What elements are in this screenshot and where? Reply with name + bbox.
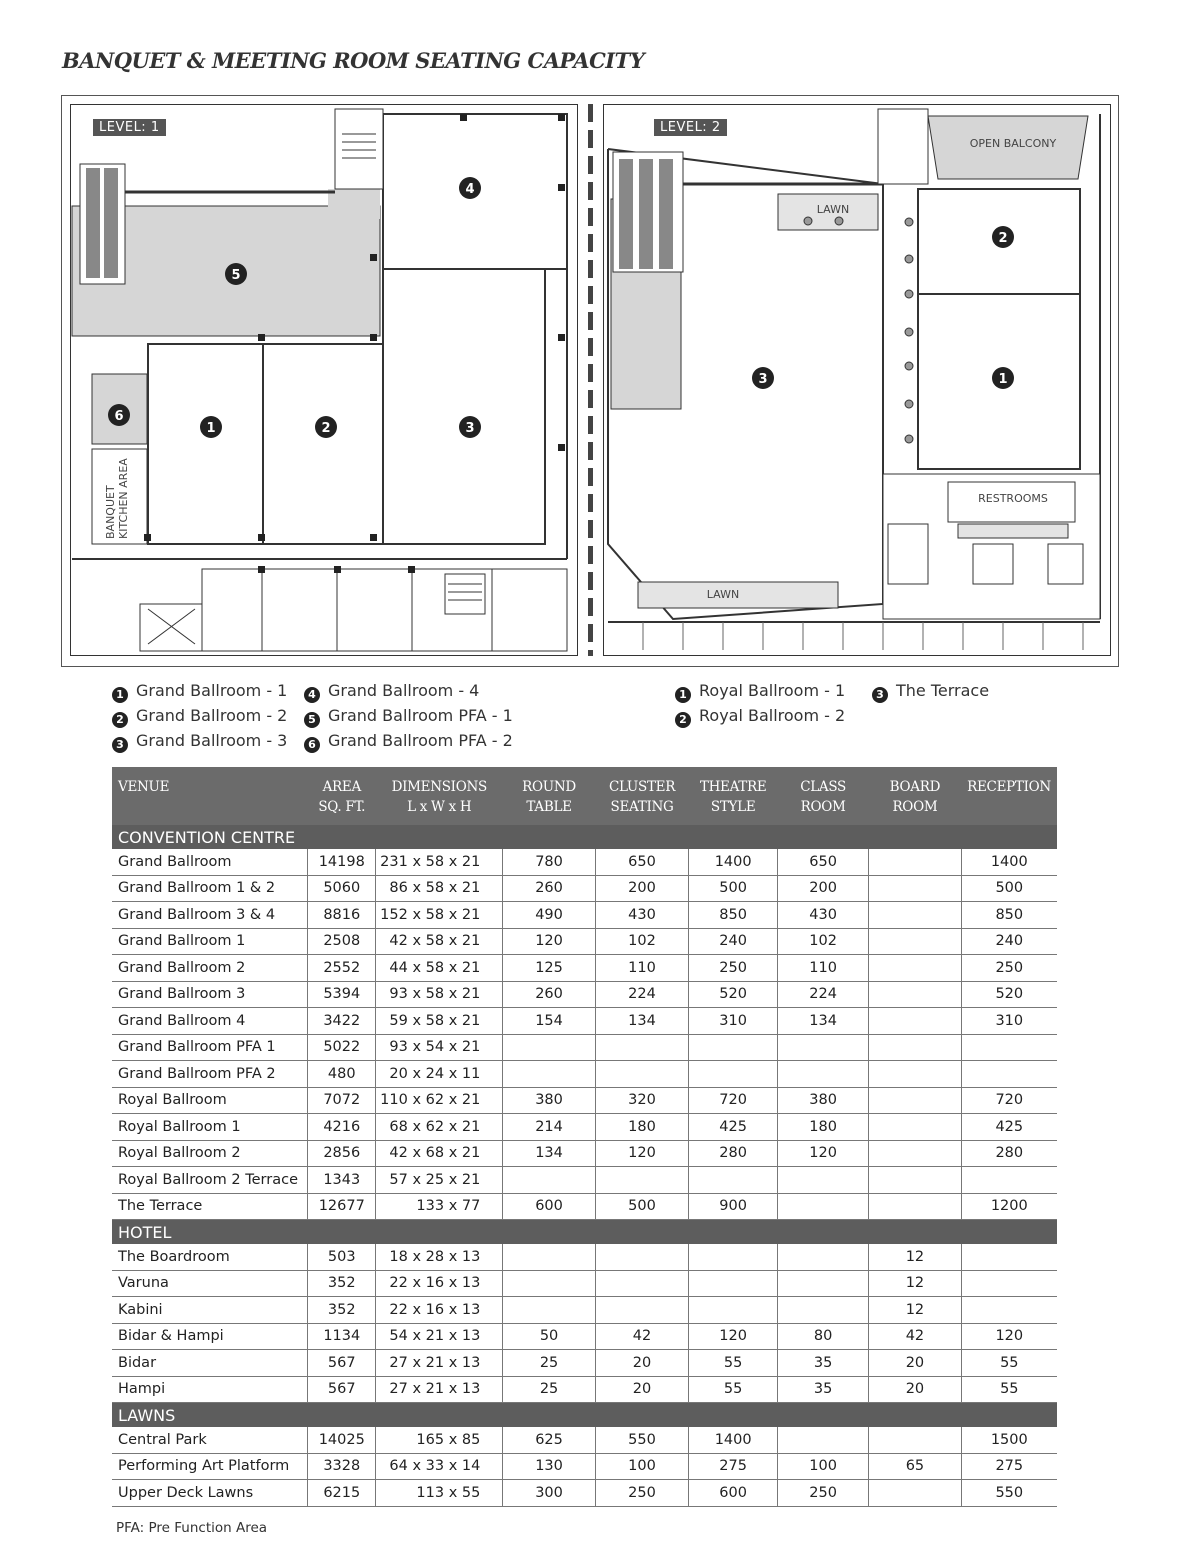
legend-level-1-col-1 — [112, 678, 287, 753]
marker-4 — [459, 177, 481, 199]
table-cell: 110 x 62 x 21 — [376, 1087, 503, 1114]
table-cell — [689, 1034, 778, 1061]
table-cell: 14025 — [308, 1427, 376, 1453]
table-cell: 231 x 58 x 21 — [376, 849, 503, 875]
table-cell: 1400 — [961, 849, 1057, 875]
table-cell — [595, 1244, 689, 1270]
table-cell: 720 — [961, 1087, 1057, 1114]
table-cell: 250 — [689, 955, 778, 982]
table-cell: 625 — [503, 1427, 595, 1453]
table-cell: 425 — [689, 1114, 778, 1141]
marker-1 — [200, 416, 222, 438]
table-cell: 503 — [308, 1244, 376, 1270]
table-cell: 5060 — [308, 875, 376, 902]
marker-3 — [459, 416, 481, 438]
svg-text:3: 3 — [758, 372, 768, 387]
table-cell: 1500 — [961, 1427, 1057, 1453]
table-cell — [869, 902, 961, 929]
table-cell: 430 — [595, 902, 689, 929]
page-title: BANQUET & MEETING ROOM SEATING CAPACITY — [62, 48, 645, 73]
table-cell: 300 — [503, 1480, 595, 1507]
table-row — [112, 1323, 1057, 1350]
venue-cell: The Boardroom — [112, 1244, 308, 1270]
table-cell: 480 — [308, 1061, 376, 1088]
table-cell: 65 — [869, 1453, 961, 1480]
table-row — [112, 928, 1057, 955]
table-row — [112, 1061, 1057, 1088]
table-cell — [595, 1297, 689, 1324]
table-cell: 1400 — [689, 849, 778, 875]
table-header-row — [112, 767, 1057, 825]
table-cell: 55 — [961, 1376, 1057, 1403]
table-cell: 520 — [961, 981, 1057, 1008]
table-cell — [961, 1244, 1057, 1270]
kitchen-label-line-1: BANQUET — [104, 485, 117, 539]
table-row — [112, 955, 1057, 982]
table-cell: 2856 — [308, 1140, 376, 1167]
table-cell: 2552 — [308, 955, 376, 982]
table-cell — [777, 1061, 868, 1088]
table-cell — [869, 1427, 961, 1453]
table-cell — [961, 1297, 1057, 1324]
table-cell — [595, 1061, 689, 1088]
section-title: CONVENTION CENTRE — [112, 825, 1057, 849]
venue-cell: Royal Ballroom 1 — [112, 1114, 308, 1141]
table-cell — [777, 1297, 868, 1324]
table-cell: 550 — [595, 1427, 689, 1453]
marker-l2-2 — [992, 226, 1014, 248]
table-cell — [595, 1167, 689, 1194]
table-cell: 93 x 58 x 21 — [376, 981, 503, 1008]
level-divider — [588, 104, 593, 656]
section-header-row — [112, 825, 1057, 849]
table-cell: 20 — [869, 1376, 961, 1403]
table-cell — [503, 1034, 595, 1061]
table-cell: 42 x 58 x 21 — [376, 928, 503, 955]
table-row — [112, 1008, 1057, 1035]
table-cell: 25 — [503, 1376, 595, 1403]
table-row — [112, 902, 1057, 929]
table-cell: 180 — [777, 1114, 868, 1141]
header-cluster-seating: CLUSTER SEATING — [595, 767, 689, 825]
table-cell: 1343 — [308, 1167, 376, 1194]
table-cell: 5394 — [308, 981, 376, 1008]
table-cell: 250 — [595, 1480, 689, 1507]
table-row — [112, 1167, 1057, 1194]
table-cell: 35 — [777, 1376, 868, 1403]
table-cell: 54 x 21 x 13 — [376, 1323, 503, 1350]
table-cell: 200 — [777, 875, 868, 902]
table-cell: 44 x 58 x 21 — [376, 955, 503, 982]
table-cell: 1134 — [308, 1323, 376, 1350]
table-cell — [503, 1270, 595, 1297]
table-body — [112, 825, 1057, 1506]
level-1-floor-plan — [70, 104, 578, 656]
kitchen-label-line-2: KITCHEN AREA — [117, 458, 130, 539]
table-row — [112, 849, 1057, 875]
table-cell: 12 — [869, 1297, 961, 1324]
table-cell: 500 — [961, 875, 1057, 902]
legend-item: 3 Grand Ballroom - 3 — [112, 728, 287, 753]
table-cell: 50 — [503, 1323, 595, 1350]
table-cell: 650 — [595, 849, 689, 875]
venue-cell: Hampi — [112, 1376, 308, 1403]
table-cell: 352 — [308, 1297, 376, 1324]
table-cell: 500 — [595, 1193, 689, 1220]
table-cell — [777, 1193, 868, 1220]
table-cell: 260 — [503, 981, 595, 1008]
table-cell: 320 — [595, 1087, 689, 1114]
open-balcony-label: OPEN BALCONY — [969, 137, 1057, 150]
table-cell: 425 — [961, 1114, 1057, 1141]
table-cell: 280 — [961, 1140, 1057, 1167]
table-cell — [595, 1270, 689, 1297]
table-cell: 110 — [777, 955, 868, 982]
table-cell: 520 — [689, 981, 778, 1008]
table-cell — [503, 1297, 595, 1324]
legend-level-2-col-2 — [872, 678, 989, 703]
table-cell: 120 — [777, 1140, 868, 1167]
table-cell: 18 x 28 x 13 — [376, 1244, 503, 1270]
header-dimensions: DIMENSIONS L x W x H — [376, 767, 503, 825]
table-cell — [869, 875, 961, 902]
table-cell — [777, 1167, 868, 1194]
table-cell: 250 — [777, 1480, 868, 1507]
venue-cell: Grand Ballroom 2 — [112, 955, 308, 982]
table-cell: 490 — [503, 902, 595, 929]
section-title: LAWNS — [112, 1403, 1057, 1428]
table-cell — [777, 1034, 868, 1061]
table-cell: 720 — [689, 1087, 778, 1114]
legend-item: 2 Grand Ballroom - 2 — [112, 703, 287, 728]
restrooms-label: RESTROOMS — [978, 492, 1048, 505]
svg-text:1: 1 — [206, 421, 216, 436]
table-cell: 42 x 68 x 21 — [376, 1140, 503, 1167]
table-cell: 6215 — [308, 1480, 376, 1507]
table-row — [112, 1350, 1057, 1377]
table-cell: 430 — [777, 902, 868, 929]
legend-item: 2 Royal Ballroom - 2 — [675, 703, 845, 728]
svg-text:6: 6 — [114, 409, 124, 424]
lawn-top-label: LAWN — [816, 203, 850, 216]
table-row — [112, 1034, 1057, 1061]
table-cell: 200 — [595, 875, 689, 902]
table-cell — [961, 1034, 1057, 1061]
table-cell: 1400 — [689, 1427, 778, 1453]
table-row — [112, 1244, 1057, 1270]
table-cell: 250 — [961, 955, 1057, 982]
table-cell: 59 x 58 x 21 — [376, 1008, 503, 1035]
table-cell: 110 — [595, 955, 689, 982]
header-class-room: CLASS ROOM — [777, 767, 868, 825]
table-cell: 4216 — [308, 1114, 376, 1141]
table-cell: 850 — [689, 902, 778, 929]
table-row — [112, 1297, 1057, 1324]
table-cell: 600 — [689, 1480, 778, 1507]
legend-item: 1 Royal Ballroom - 1 — [675, 678, 845, 703]
venue-cell: Performing Art Platform — [112, 1453, 308, 1480]
table-cell — [689, 1270, 778, 1297]
table-cell: 12677 — [308, 1193, 376, 1220]
legend-item: 6 Grand Ballroom PFA - 2 — [304, 728, 513, 753]
venue-cell: Royal Ballroom — [112, 1087, 308, 1114]
table-cell: 12 — [869, 1270, 961, 1297]
section-header-row — [112, 1403, 1057, 1428]
table-cell: 20 — [595, 1376, 689, 1403]
header-theatre-style: THEATRE STYLE — [689, 767, 778, 825]
legend-level-1-col-2 — [304, 678, 513, 753]
table-cell: 68 x 62 x 21 — [376, 1114, 503, 1141]
table-cell: 22 x 16 x 13 — [376, 1297, 503, 1324]
table-cell: 125 — [503, 955, 595, 982]
table-cell: 240 — [961, 928, 1057, 955]
table-cell: 8816 — [308, 902, 376, 929]
table-cell: 42 — [595, 1323, 689, 1350]
table-cell: 55 — [689, 1350, 778, 1377]
table-cell — [777, 1427, 868, 1453]
venue-cell: Grand Ballroom 3 & 4 — [112, 902, 308, 929]
table-row — [112, 875, 1057, 902]
marker-6 — [108, 404, 130, 426]
table-cell: 130 — [503, 1453, 595, 1480]
table-cell — [869, 955, 961, 982]
table-cell: 275 — [961, 1453, 1057, 1480]
table-row — [112, 1480, 1057, 1507]
table-row — [112, 1193, 1057, 1220]
legend-item: 3 The Terrace — [872, 678, 989, 703]
table-cell: 600 — [503, 1193, 595, 1220]
table-row — [112, 1140, 1057, 1167]
lawn-bottom-label: LAWN — [706, 588, 740, 601]
table-cell — [869, 849, 961, 875]
table-cell — [595, 1034, 689, 1061]
venue-cell: Grand Ballroom 1 — [112, 928, 308, 955]
section-header-row — [112, 1220, 1057, 1245]
venue-cell: Royal Ballroom 2 — [112, 1140, 308, 1167]
venue-cell: Grand Ballroom 1 & 2 — [112, 875, 308, 902]
table-cell: 2508 — [308, 928, 376, 955]
table-cell: 100 — [595, 1453, 689, 1480]
table-row — [112, 1087, 1057, 1114]
table-cell — [503, 1061, 595, 1088]
venue-cell: Grand Ballroom PFA 1 — [112, 1034, 308, 1061]
table-row — [112, 1427, 1057, 1453]
table-cell: 850 — [961, 902, 1057, 929]
table-cell: 57 x 25 x 21 — [376, 1167, 503, 1194]
legend-item: 1 Grand Ballroom - 1 — [112, 678, 287, 703]
table-cell: 1200 — [961, 1193, 1057, 1220]
table-cell — [961, 1270, 1057, 1297]
table-cell — [869, 1061, 961, 1088]
legend-item: 4 Grand Ballroom - 4 — [304, 678, 513, 703]
venue-cell: Kabini — [112, 1297, 308, 1324]
table-cell: 567 — [308, 1376, 376, 1403]
table-cell — [689, 1297, 778, 1324]
table-cell: 80 — [777, 1323, 868, 1350]
venue-cell: Grand Ballroom 3 — [112, 981, 308, 1008]
venue-cell: Upper Deck Lawns — [112, 1480, 308, 1507]
table-cell: 240 — [689, 928, 778, 955]
table-cell: 650 — [777, 849, 868, 875]
table-cell — [689, 1244, 778, 1270]
table-cell: 133 x 77 — [376, 1193, 503, 1220]
table-cell: 120 — [961, 1323, 1057, 1350]
table-cell: 35 — [777, 1350, 868, 1377]
table-cell: 102 — [595, 928, 689, 955]
table-cell: 224 — [595, 981, 689, 1008]
table-cell: 120 — [595, 1140, 689, 1167]
table-cell — [869, 1008, 961, 1035]
venue-cell: The Terrace — [112, 1193, 308, 1220]
header-area: AREA SQ. FT. — [308, 767, 376, 825]
table-cell: 180 — [595, 1114, 689, 1141]
table-cell: 102 — [777, 928, 868, 955]
table-row — [112, 1114, 1057, 1141]
table-cell: 22 x 16 x 13 — [376, 1270, 503, 1297]
header-venue: VENUE — [112, 767, 308, 825]
table-cell — [777, 1244, 868, 1270]
table-cell — [689, 1061, 778, 1088]
marker-2 — [315, 416, 337, 438]
venue-cell: Bidar — [112, 1350, 308, 1377]
marker-5 — [225, 263, 247, 285]
table-cell: 310 — [689, 1008, 778, 1035]
table-cell: 550 — [961, 1480, 1057, 1507]
table-cell: 14198 — [308, 849, 376, 875]
marker-l2-3 — [752, 367, 774, 389]
table-cell: 120 — [503, 928, 595, 955]
table-cell: 214 — [503, 1114, 595, 1141]
table-cell: 7072 — [308, 1087, 376, 1114]
table-cell: 134 — [595, 1008, 689, 1035]
table-cell: 780 — [503, 849, 595, 875]
table-cell — [869, 1140, 961, 1167]
svg-text:2: 2 — [321, 421, 331, 436]
table-cell — [869, 981, 961, 1008]
legend-item: 5 Grand Ballroom PFA - 1 — [304, 703, 513, 728]
section-title: HOTEL — [112, 1220, 1057, 1245]
seating-capacity-table — [112, 767, 1057, 1507]
venue-cell: Central Park — [112, 1427, 308, 1453]
table-cell: 260 — [503, 875, 595, 902]
table-row — [112, 1376, 1057, 1403]
table-cell: 5022 — [308, 1034, 376, 1061]
table-cell: 27 x 21 x 13 — [376, 1376, 503, 1403]
table-cell: 20 — [869, 1350, 961, 1377]
table-cell: 3422 — [308, 1008, 376, 1035]
svg-text:4: 4 — [465, 182, 475, 197]
floor-plans-frame — [61, 95, 1119, 667]
table-cell: 224 — [777, 981, 868, 1008]
table-cell: 20 — [595, 1350, 689, 1377]
table-cell: 25 — [503, 1350, 595, 1377]
table-cell: 900 — [689, 1193, 778, 1220]
marker-l2-1 — [992, 367, 1014, 389]
level-2-floor-plan — [603, 104, 1111, 656]
table-cell — [869, 1193, 961, 1220]
table-cell: 55 — [689, 1376, 778, 1403]
venue-cell: Grand Ballroom 4 — [112, 1008, 308, 1035]
table-cell — [869, 1034, 961, 1061]
table-cell — [869, 1167, 961, 1194]
table-cell — [503, 1244, 595, 1270]
table-cell: 275 — [689, 1453, 778, 1480]
table-cell: 280 — [689, 1140, 778, 1167]
table-cell — [961, 1167, 1057, 1194]
table-cell: 100 — [777, 1453, 868, 1480]
table-cell: 165 x 85 — [376, 1427, 503, 1453]
table-cell: 93 x 54 x 21 — [376, 1034, 503, 1061]
svg-text:1: 1 — [998, 372, 1008, 387]
table-cell: 86 x 58 x 21 — [376, 875, 503, 902]
venue-cell: Varuna — [112, 1270, 308, 1297]
table-cell: 3328 — [308, 1453, 376, 1480]
table-cell: 310 — [961, 1008, 1057, 1035]
table-cell — [503, 1167, 595, 1194]
header-board-room: BOARD ROOM — [869, 767, 961, 825]
table-cell — [961, 1061, 1057, 1088]
table-cell — [869, 1114, 961, 1141]
table-cell: 352 — [308, 1270, 376, 1297]
table-cell: 20 x 24 x 11 — [376, 1061, 503, 1088]
svg-text:2: 2 — [998, 231, 1008, 246]
table-cell: 380 — [777, 1087, 868, 1114]
svg-text:3: 3 — [465, 421, 475, 436]
venue-cell: Royal Ballroom 2 Terrace — [112, 1167, 308, 1194]
venue-cell: Grand Ballroom PFA 2 — [112, 1061, 308, 1088]
header-round-table: ROUND TABLE — [503, 767, 595, 825]
table-row — [112, 1453, 1057, 1480]
table-cell: 154 — [503, 1008, 595, 1035]
table-cell: 55 — [961, 1350, 1057, 1377]
table-row — [112, 1270, 1057, 1297]
table-row — [112, 981, 1057, 1008]
legend-level-2-col-1 — [675, 678, 845, 728]
table-cell — [869, 1087, 961, 1114]
header-reception: RECEPTION — [961, 767, 1057, 825]
table-cell — [869, 1480, 961, 1507]
svg-text:5: 5 — [231, 268, 241, 283]
venue-cell: Grand Ballroom — [112, 849, 308, 875]
table-cell: 64 x 33 x 14 — [376, 1453, 503, 1480]
table-cell: 134 — [777, 1008, 868, 1035]
level-2-tag: LEVEL: 2 — [654, 119, 727, 136]
table-cell — [689, 1167, 778, 1194]
footnote: PFA: Pre Function Area — [116, 1520, 268, 1536]
table-cell: 120 — [689, 1323, 778, 1350]
table-cell: 380 — [503, 1087, 595, 1114]
table-cell — [869, 928, 961, 955]
table-cell: 152 x 58 x 21 — [376, 902, 503, 929]
table-cell: 12 — [869, 1244, 961, 1270]
table-cell: 567 — [308, 1350, 376, 1377]
table-cell — [777, 1270, 868, 1297]
table-cell: 134 — [503, 1140, 595, 1167]
table-cell: 27 x 21 x 13 — [376, 1350, 503, 1377]
venue-cell: Bidar & Hampi — [112, 1323, 308, 1350]
table-cell: 42 — [869, 1323, 961, 1350]
table-cell: 113 x 55 — [376, 1480, 503, 1507]
table-cell: 500 — [689, 875, 778, 902]
level-1-tag: LEVEL: 1 — [93, 119, 166, 136]
